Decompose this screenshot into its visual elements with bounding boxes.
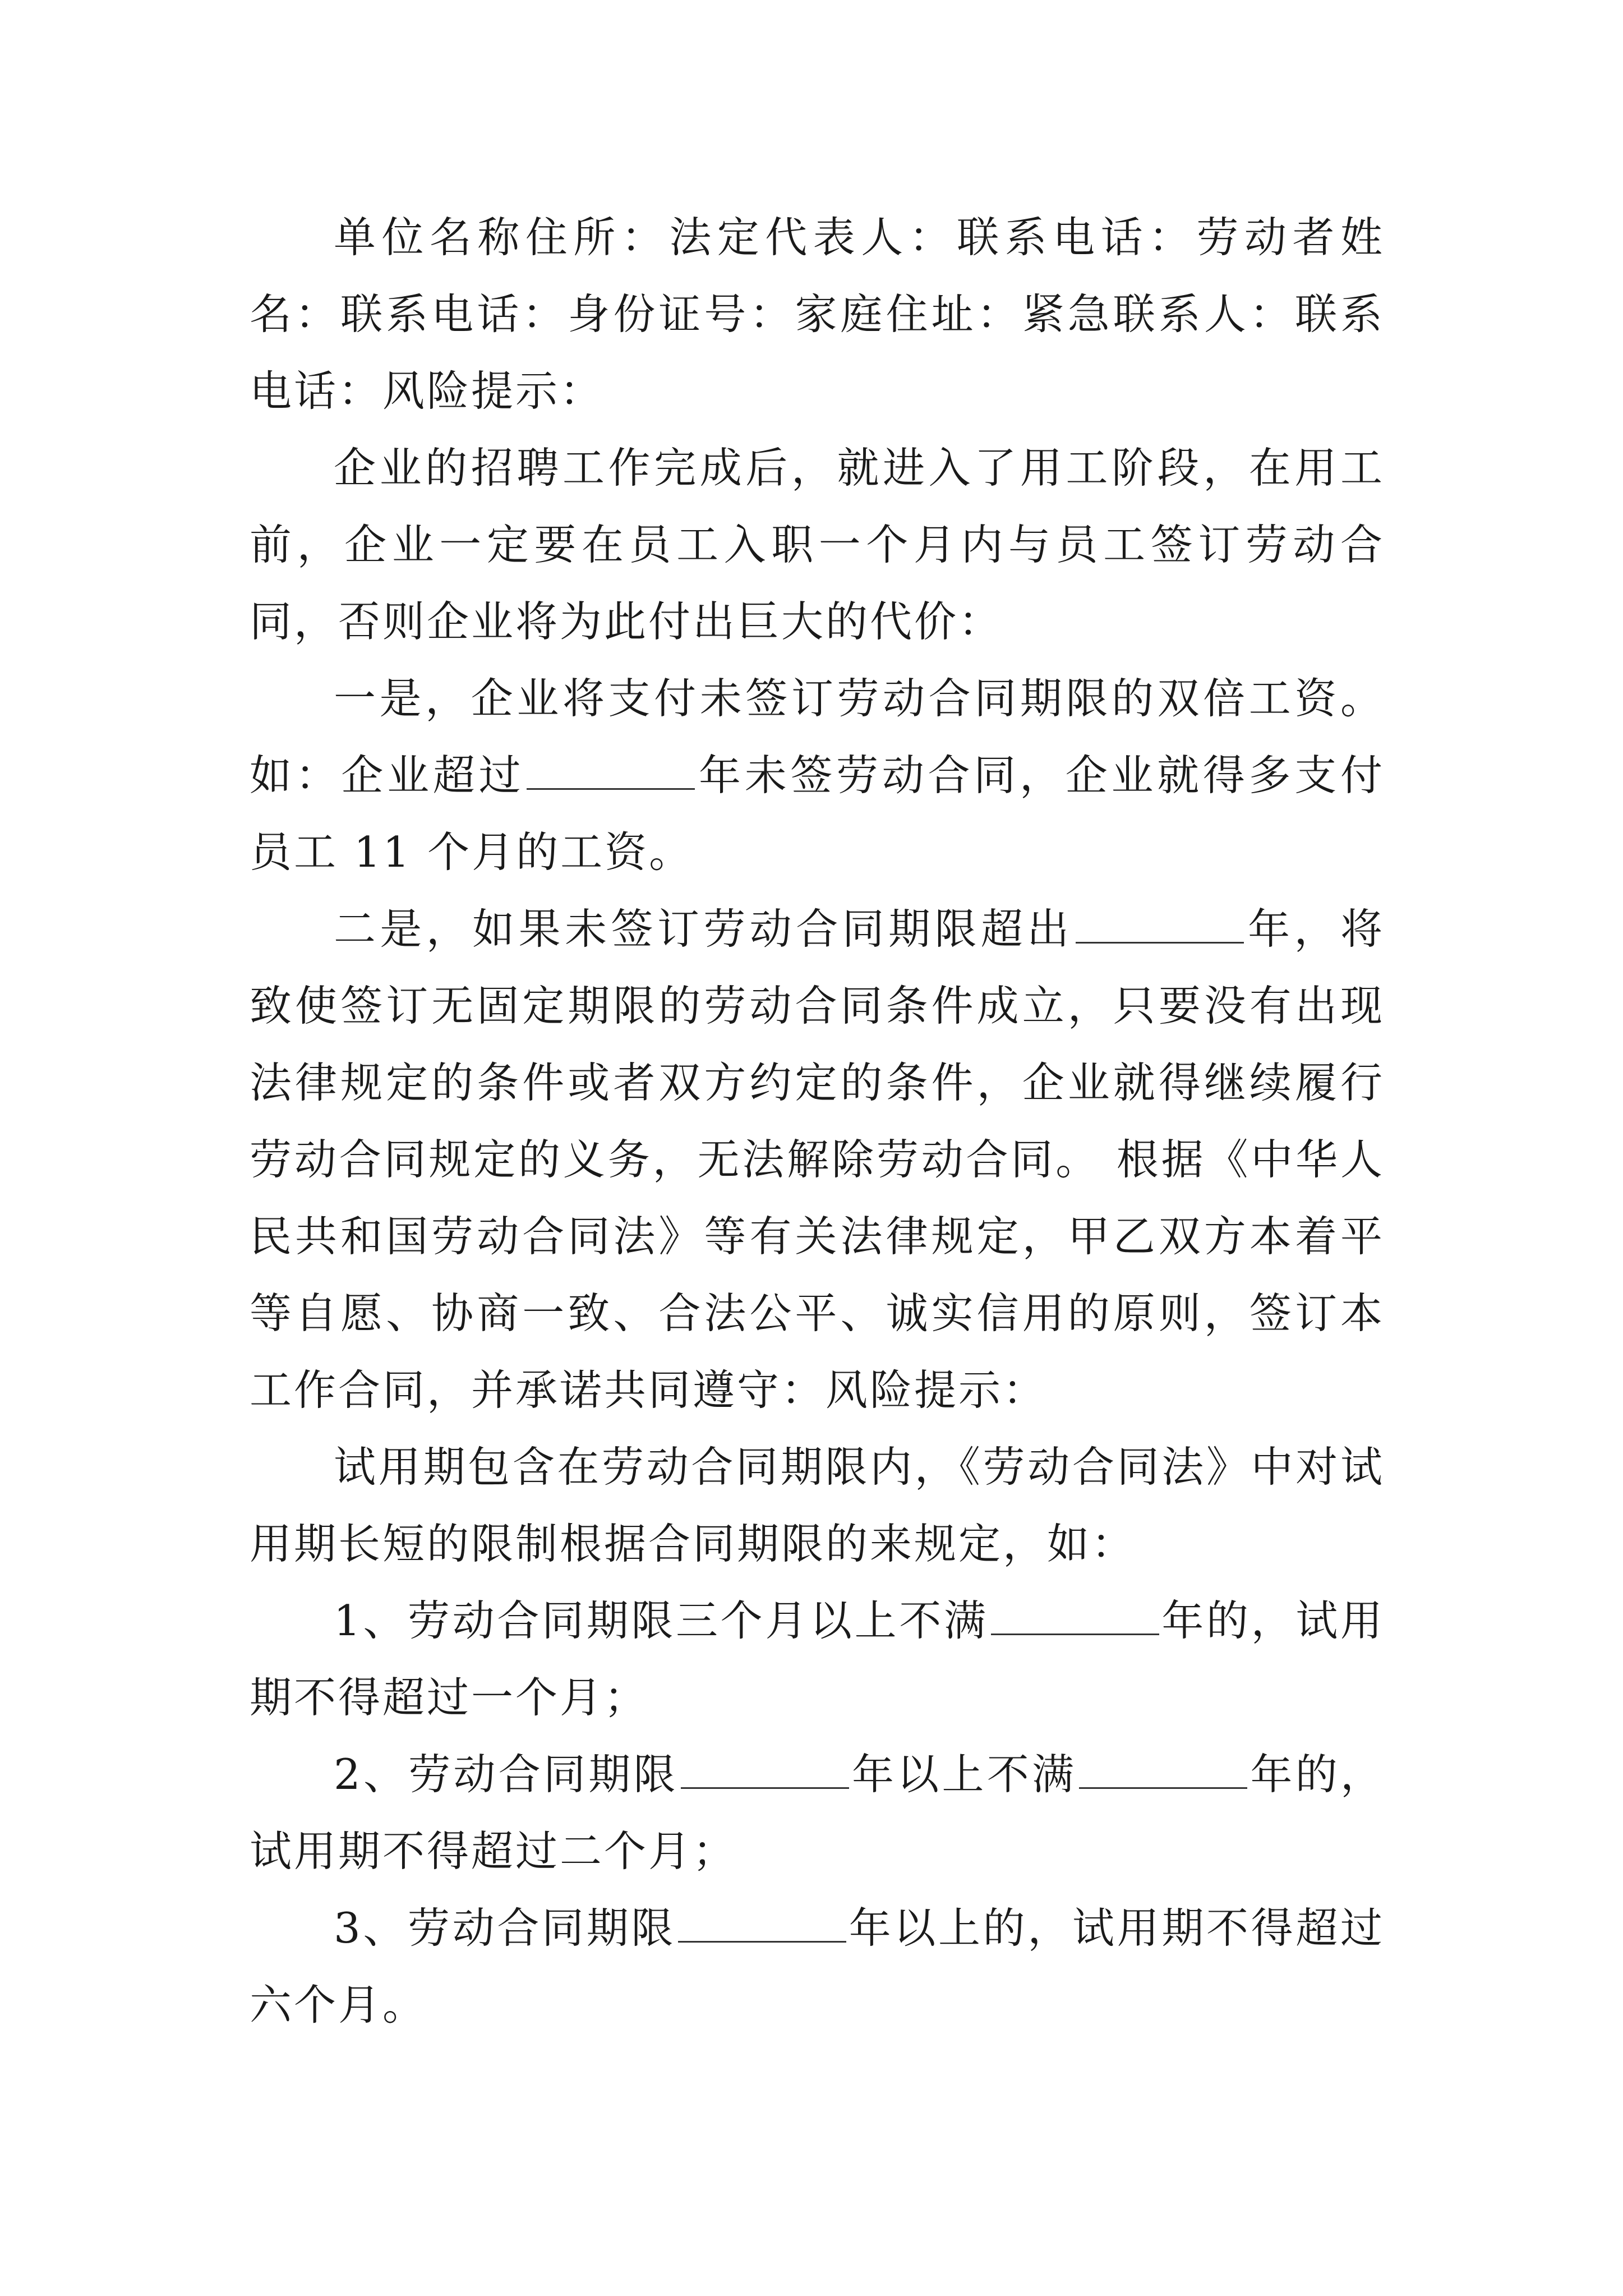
paragraph-text: 年未签劳动合同，企业就得多支付员工 11 个月的工资。 — [250, 751, 1385, 877]
paragraph — [250, 1736, 1385, 1890]
paragraph-text: 3、劳动合同期限 — [334, 1903, 676, 1953]
paragraph-text: 年的，试用期不得超过二个月； — [250, 1750, 1385, 1876]
paragraph-text: 年以上的，试用期不得超过六个月。 — [250, 1903, 1385, 2030]
fill-in-blank[interactable] — [1079, 1750, 1247, 1789]
paragraph-text: 1、劳动合同期限三个月以上不满 — [334, 1596, 989, 1645]
fill-in-blank[interactable] — [678, 1903, 846, 1943]
paragraph — [250, 1582, 1385, 1736]
fill-in-blank[interactable] — [527, 751, 695, 790]
paragraph — [250, 430, 1385, 660]
paragraph-text: 一是，企业将支付未签订劳动合同期限的双倍工资。如：企业超过 — [250, 674, 1385, 800]
paragraph-text: 企业的招聘工作完成后，就进入了用工阶段，在用工前，企业一定要在员工入职一个月内与员工签订劳动合同，否则企业将为此付出巨大的代价： — [250, 443, 1385, 646]
paragraph-text: 2、劳动合同期限 — [334, 1750, 679, 1799]
fill-in-blank[interactable] — [991, 1596, 1159, 1635]
paragraph-text: 单位名称住所：法定代表人：联系电话：劳动者姓名：联系电话：身份证号：家庭住址：紧急联系人：联系电话：风险提示： — [250, 213, 1385, 416]
paragraph-text: 试用期包含在劳动合同期限内，《劳动合同法》中对试用期长短的限制根据合同期限的来规定，如： — [250, 1442, 1385, 1568]
paragraph-text: 年以上不满 — [851, 1750, 1077, 1799]
paragraph — [250, 1429, 1385, 1582]
paragraph-text: 年，将致使签订无固定期限的劳动合同条件成立，只要没有出现法律规定的条件或者双方约定的条件，企业就得继续履行劳动合同规定的义务，无法解除劳动合同。 根据《中华人民共和国劳动合同法》等有关法律规定，甲乙双方本着平等自愿、协商一致、合法公平、诚实信用的原则，签订本工作合同，并承诺共同遵守：风险提示： — [250, 904, 1385, 1415]
paragraph-text: 年的，试用期不得超过一个月； — [250, 1596, 1385, 1722]
paragraph-text: 二是，如果未签订劳动合同期限超出 — [334, 904, 1073, 954]
paragraph — [250, 660, 1385, 891]
document-body — [250, 199, 1385, 2044]
fill-in-blank[interactable] — [1076, 904, 1244, 944]
paragraph — [250, 891, 1385, 1429]
fill-in-blank[interactable] — [681, 1750, 849, 1789]
paragraph — [250, 199, 1385, 430]
paragraph — [250, 1890, 1385, 2044]
